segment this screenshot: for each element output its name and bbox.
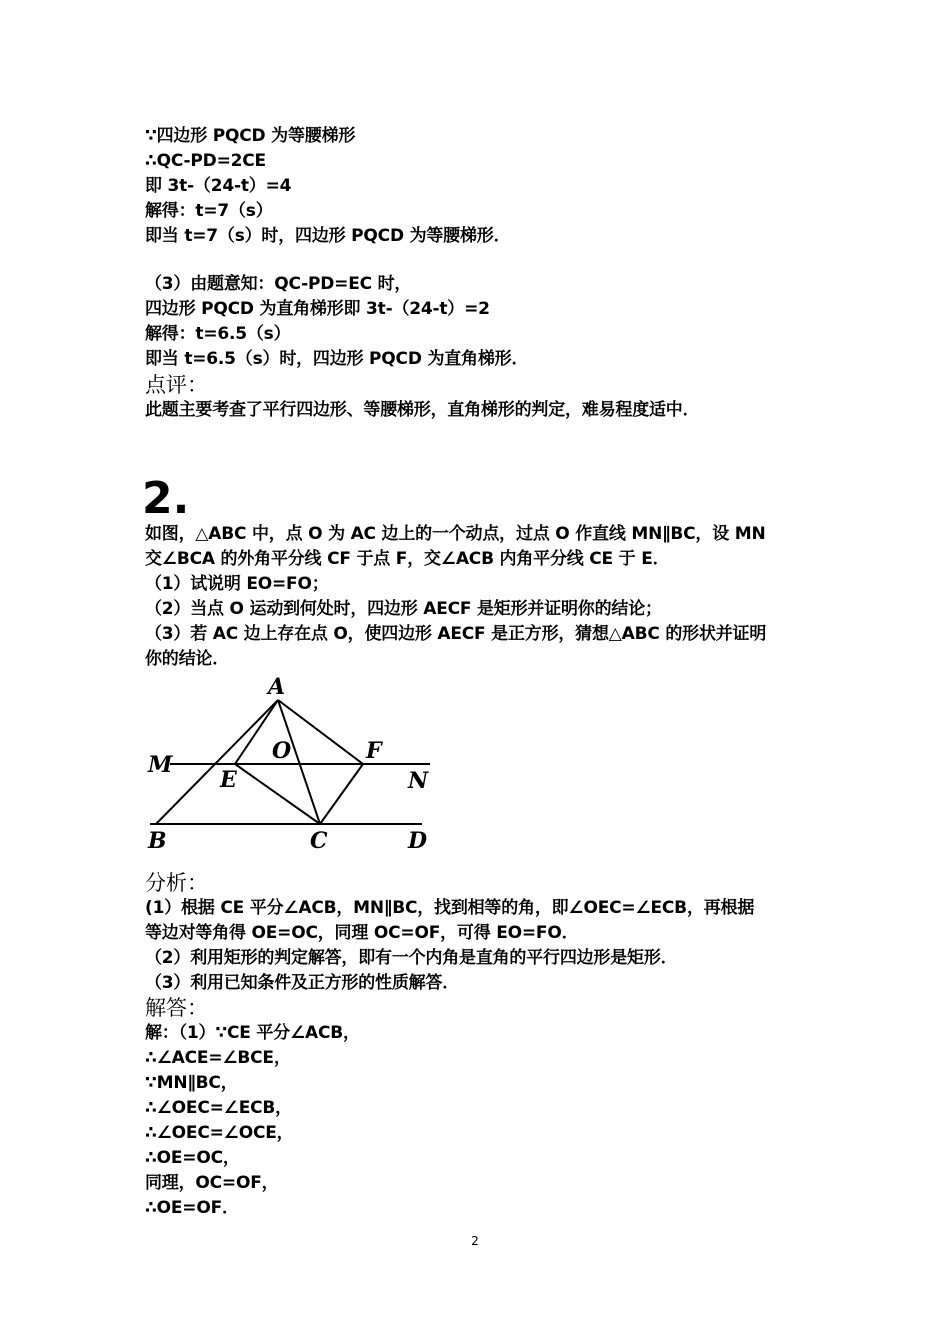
analysis-line: (1）根据 CE 平分∠ACB，MN∥BC，找到相等的角，即∠OEC=∠ECB，再根据	[145, 898, 755, 918]
analysis-line: （2）利用矩形的判定解答，即有一个内角是直角的平行四边形是矩形．	[145, 948, 678, 968]
answer-line: ∴OE=OC，	[145, 1148, 240, 1168]
label-f: F	[366, 738, 382, 764]
answer-line: ∴∠ACE=∠BCE，	[145, 1048, 291, 1068]
review-heading: 点评：	[145, 373, 208, 397]
label-m: M	[148, 752, 173, 778]
text-line: 解得：t=7（s）	[145, 201, 273, 221]
text-line: ∵四边形 PQCD 为等腰梯形	[145, 126, 356, 146]
text-line: ∴QC-PD=2CE	[145, 151, 266, 171]
question-line: 你的结论．	[145, 649, 229, 669]
label-b: B	[148, 828, 167, 854]
question-line: 交∠BCA 的外角平分线 CF 于点 F，交∠ACB 内角平分线 CE 于 E．	[145, 549, 670, 569]
label-d: D	[408, 828, 428, 854]
label-o: O	[272, 738, 292, 764]
answer-line: ∴OE=OF．	[145, 1198, 239, 1218]
question-line: 如图，△ABC 中，点 O 为 AC 边上的一个动点，过点 O 作直线 MN∥BC，设 MN	[145, 524, 766, 544]
text-line: 四边形 PQCD 为直角梯形即 3t-（24-t）=2	[145, 299, 490, 319]
segment-ab	[156, 700, 278, 824]
answer-line: 解：（1）∵CE 平分∠ACB，	[145, 1023, 360, 1043]
text-line: 即 3t-（24-t）=4	[145, 176, 292, 196]
question-line: （1）试说明 EO=FO；	[145, 574, 329, 594]
text-line: （3）由题意知：QC-PD=EC 时，	[145, 274, 412, 294]
text-line: 即当 t=7（s）时，四边形 PQCD 为等腰梯形．	[145, 226, 511, 246]
text-line: 即当 t=6.5（s）时，四边形 PQCD 为直角梯形．	[145, 349, 529, 369]
question-line: （2）当点 O 运动到何处时，四边形 AECF 是矩形并证明你的结论；	[145, 599, 662, 619]
label-n: N	[408, 768, 429, 794]
label-e: E	[220, 767, 237, 793]
text-line: 解得：t=6.5（s）	[145, 324, 291, 344]
answer-line: ∴∠OEC=∠OCE，	[145, 1123, 294, 1143]
answer-line: ∴∠OEC=∠ECB，	[145, 1098, 292, 1118]
label-a: A	[268, 674, 286, 700]
question-number: 2.	[142, 473, 190, 524]
geometry-figure	[140, 672, 440, 857]
label-c: C	[310, 828, 328, 854]
answer-line: ∵MN∥BC，	[145, 1073, 238, 1093]
analysis-line: （3）利用已知条件及正方形的性质解答．	[145, 973, 460, 993]
analysis-heading: 分析：	[145, 871, 208, 895]
analysis-line: 等边对等角得 OE=OC，同理 OC=OF，可得 EO=FO．	[145, 923, 579, 943]
review-text: 此题主要考查了平行四边形、等腰梯形，直角梯形的判定，难易程度适中．	[145, 400, 700, 420]
answer-line: 同理，OC=OF，	[145, 1173, 279, 1193]
page-number: 2	[471, 1234, 479, 1248]
segment-fc	[320, 764, 363, 824]
segment-ec	[235, 764, 320, 824]
question-line: （3）若 AC 边上存在点 O，使四边形 AECF 是正方形，猜想△ABC 的形状并证明	[145, 624, 767, 644]
answer-heading: 解答：	[145, 996, 208, 1020]
